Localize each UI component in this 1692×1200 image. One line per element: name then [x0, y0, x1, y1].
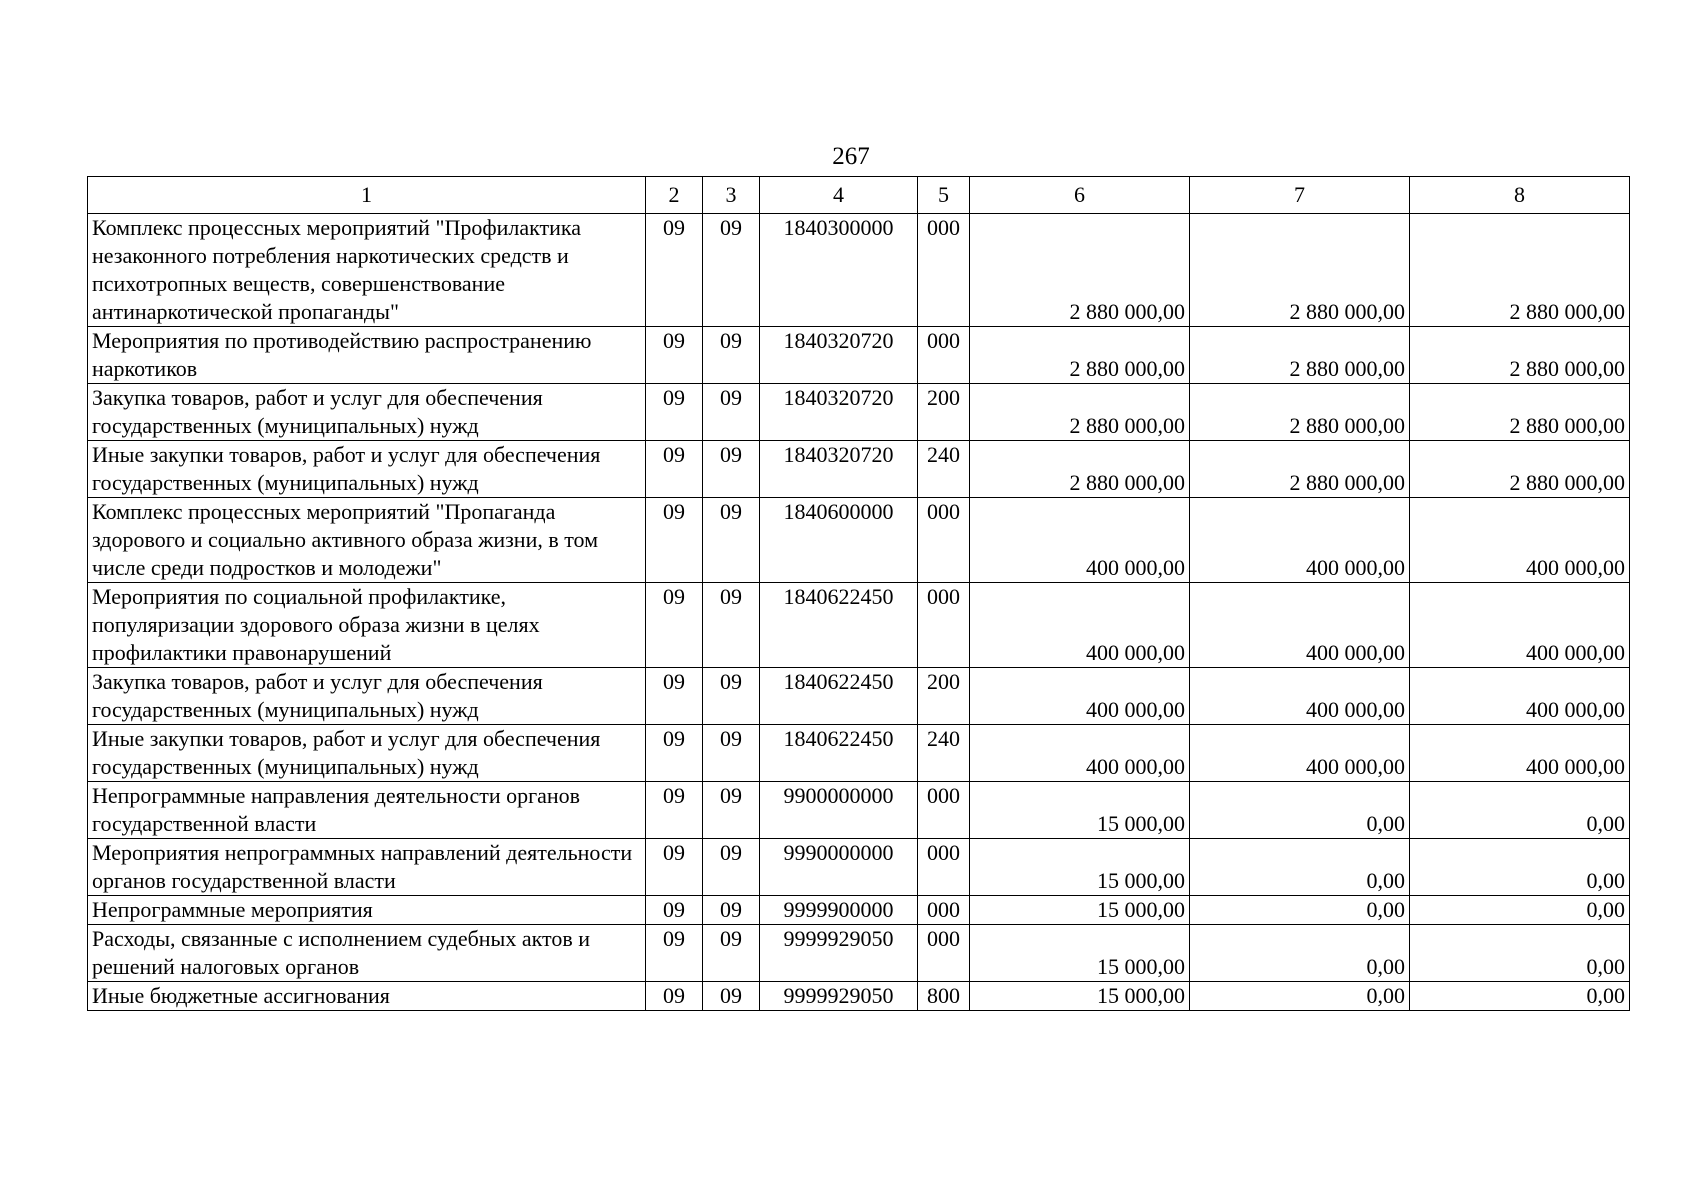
- subsection-code-cell: 09: [703, 498, 760, 583]
- amount-col8-cell: 400 000,00: [1410, 725, 1630, 782]
- expense-type-code-cell: 000: [918, 214, 970, 327]
- amount-col8-cell: 400 000,00: [1410, 498, 1630, 583]
- amount-col6-cell: 400 000,00: [970, 498, 1190, 583]
- amount-col6-cell: 15 000,00: [970, 839, 1190, 896]
- subsection-code-cell: 09: [703, 982, 760, 1011]
- table-row: [88, 839, 1630, 896]
- section-code-cell: 09: [646, 498, 703, 583]
- subsection-code-cell: 09: [703, 327, 760, 384]
- amount-col6-cell: 400 000,00: [970, 725, 1190, 782]
- target-item-code-cell: 9999900000: [760, 896, 918, 925]
- amount-col8-cell: 0,00: [1410, 896, 1630, 925]
- section-code-cell: 09: [646, 782, 703, 839]
- table-header-row: [88, 177, 1630, 214]
- table-row: [88, 498, 1630, 583]
- target-item-code-cell: 1840320720: [760, 384, 918, 441]
- expense-type-code-cell: 240: [918, 441, 970, 498]
- table-row: [88, 583, 1630, 668]
- section-code-cell: 09: [646, 839, 703, 896]
- target-item-code-cell: 1840622450: [760, 668, 918, 725]
- expense-type-code-cell: 000: [918, 327, 970, 384]
- table-row: [88, 896, 1630, 925]
- expense-type-code-cell: 000: [918, 925, 970, 982]
- row-name-cell: Иные бюджетные ассигнования: [88, 982, 646, 1011]
- target-item-code-cell: 1840600000: [760, 498, 918, 583]
- amount-col6-cell: 400 000,00: [970, 668, 1190, 725]
- amount-col8-cell: 0,00: [1410, 925, 1630, 982]
- table-row: [88, 982, 1630, 1011]
- amount-col6-cell: 2 880 000,00: [970, 384, 1190, 441]
- expense-type-code-cell: 000: [918, 782, 970, 839]
- amount-col6-cell: 15 000,00: [970, 896, 1190, 925]
- subsection-code-cell: 09: [703, 583, 760, 668]
- column-header-3: 3: [703, 177, 760, 214]
- amount-col7-cell: 0,00: [1190, 839, 1410, 896]
- amount-col6-cell: 2 880 000,00: [970, 214, 1190, 327]
- section-code-cell: 09: [646, 725, 703, 782]
- amount-col7-cell: 2 880 000,00: [1190, 327, 1410, 384]
- column-header-6: 6: [970, 177, 1190, 214]
- target-item-code-cell: 1840300000: [760, 214, 918, 327]
- expense-type-code-cell: 200: [918, 668, 970, 725]
- table-row: [88, 214, 1630, 327]
- subsection-code-cell: 09: [703, 839, 760, 896]
- amount-col6-cell: 400 000,00: [970, 583, 1190, 668]
- subsection-code-cell: 09: [703, 925, 760, 982]
- amount-col6-cell: 15 000,00: [970, 782, 1190, 839]
- row-name-cell: Непрограммные мероприятия: [88, 896, 646, 925]
- section-code-cell: 09: [646, 668, 703, 725]
- expense-type-code-cell: 000: [918, 498, 970, 583]
- column-header-2: 2: [646, 177, 703, 214]
- section-code-cell: 09: [646, 384, 703, 441]
- expense-type-code-cell: 000: [918, 839, 970, 896]
- column-header-8: 8: [1410, 177, 1630, 214]
- table-row: [88, 384, 1630, 441]
- section-code-cell: 09: [646, 214, 703, 327]
- row-name-cell: Комплекс процессных мероприятий "Профилактика незаконного потребления наркотических средств и психотропных веществ, совершенствование антинаркотической пропаганды": [88, 214, 646, 327]
- amount-col7-cell: 2 880 000,00: [1190, 214, 1410, 327]
- amount-col7-cell: 2 880 000,00: [1190, 441, 1410, 498]
- row-name-cell: Иные закупки товаров, работ и услуг для обеспечения государственных (муниципальных) нужд: [88, 441, 646, 498]
- amount-col6-cell: 15 000,00: [970, 925, 1190, 982]
- amount-col8-cell: 400 000,00: [1410, 583, 1630, 668]
- expense-type-code-cell: 000: [918, 896, 970, 925]
- section-code-cell: 09: [646, 327, 703, 384]
- amount-col7-cell: 0,00: [1190, 896, 1410, 925]
- amount-col6-cell: 2 880 000,00: [970, 327, 1190, 384]
- amount-col8-cell: 0,00: [1410, 782, 1630, 839]
- amount-col7-cell: 2 880 000,00: [1190, 384, 1410, 441]
- amount-col8-cell: 2 880 000,00: [1410, 214, 1630, 327]
- budget-table: [87, 176, 1630, 1011]
- target-item-code-cell: 9990000000: [760, 839, 918, 896]
- column-header-4: 4: [760, 177, 918, 214]
- target-item-code-cell: 1840622450: [760, 725, 918, 782]
- row-name-cell: Закупка товаров, работ и услуг для обеспечения государственных (муниципальных) нужд: [88, 384, 646, 441]
- amount-col7-cell: 0,00: [1190, 782, 1410, 839]
- table-row: [88, 327, 1630, 384]
- table-row: [88, 725, 1630, 782]
- row-name-cell: Иные закупки товаров, работ и услуг для обеспечения государственных (муниципальных) нужд: [88, 725, 646, 782]
- target-item-code-cell: 9999929050: [760, 982, 918, 1011]
- expense-type-code-cell: 200: [918, 384, 970, 441]
- amount-col6-cell: 15 000,00: [970, 982, 1190, 1011]
- column-header-5: 5: [918, 177, 970, 214]
- row-name-cell: Мероприятия непрограммных направлений деятельности органов государственной власти: [88, 839, 646, 896]
- amount-col7-cell: 400 000,00: [1190, 498, 1410, 583]
- amount-col7-cell: 400 000,00: [1190, 725, 1410, 782]
- row-name-cell: Комплекс процессных мероприятий "Пропаганда здорового и социально активного образа жизни, в том числе среди подростков и молодежи": [88, 498, 646, 583]
- subsection-code-cell: 09: [703, 896, 760, 925]
- column-header-7: 7: [1190, 177, 1410, 214]
- target-item-code-cell: 9999929050: [760, 925, 918, 982]
- amount-col8-cell: 2 880 000,00: [1410, 327, 1630, 384]
- subsection-code-cell: 09: [703, 725, 760, 782]
- target-item-code-cell: 9900000000: [760, 782, 918, 839]
- column-header-1: 1: [88, 177, 646, 214]
- subsection-code-cell: 09: [703, 384, 760, 441]
- amount-col8-cell: 400 000,00: [1410, 668, 1630, 725]
- row-name-cell: Мероприятия по противодействию распространению наркотиков: [88, 327, 646, 384]
- table-row: [88, 668, 1630, 725]
- section-code-cell: 09: [646, 441, 703, 498]
- section-code-cell: 09: [646, 896, 703, 925]
- amount-col7-cell: 400 000,00: [1190, 583, 1410, 668]
- table-row: [88, 441, 1630, 498]
- section-code-cell: 09: [646, 583, 703, 668]
- amount-col8-cell: 0,00: [1410, 839, 1630, 896]
- row-name-cell: Расходы, связанные с исполнением судебных актов и решений налоговых органов: [88, 925, 646, 982]
- table-row: [88, 782, 1630, 839]
- subsection-code-cell: 09: [703, 214, 760, 327]
- row-name-cell: Мероприятия по социальной профилактике, популяризации здорового образа жизни в целях профилактики правонарушений: [88, 583, 646, 668]
- amount-col7-cell: 0,00: [1190, 982, 1410, 1011]
- row-name-cell: Непрограммные направления деятельности органов государственной власти: [88, 782, 646, 839]
- subsection-code-cell: 09: [703, 782, 760, 839]
- target-item-code-cell: 1840320720: [760, 327, 918, 384]
- expense-type-code-cell: 000: [918, 583, 970, 668]
- subsection-code-cell: 09: [703, 441, 760, 498]
- table-row: [88, 925, 1630, 982]
- subsection-code-cell: 09: [703, 668, 760, 725]
- amount-col6-cell: 2 880 000,00: [970, 441, 1190, 498]
- amount-col8-cell: 0,00: [1410, 982, 1630, 1011]
- expense-type-code-cell: 800: [918, 982, 970, 1011]
- section-code-cell: 09: [646, 925, 703, 982]
- row-name-cell: Закупка товаров, работ и услуг для обеспечения государственных (муниципальных) нужд: [88, 668, 646, 725]
- target-item-code-cell: 1840320720: [760, 441, 918, 498]
- expense-type-code-cell: 240: [918, 725, 970, 782]
- amount-col8-cell: 2 880 000,00: [1410, 384, 1630, 441]
- amount-col8-cell: 2 880 000,00: [1410, 441, 1630, 498]
- amount-col7-cell: 400 000,00: [1190, 668, 1410, 725]
- page-number: 267: [832, 143, 870, 170]
- target-item-code-cell: 1840622450: [760, 583, 918, 668]
- amount-col7-cell: 0,00: [1190, 925, 1410, 982]
- section-code-cell: 09: [646, 982, 703, 1011]
